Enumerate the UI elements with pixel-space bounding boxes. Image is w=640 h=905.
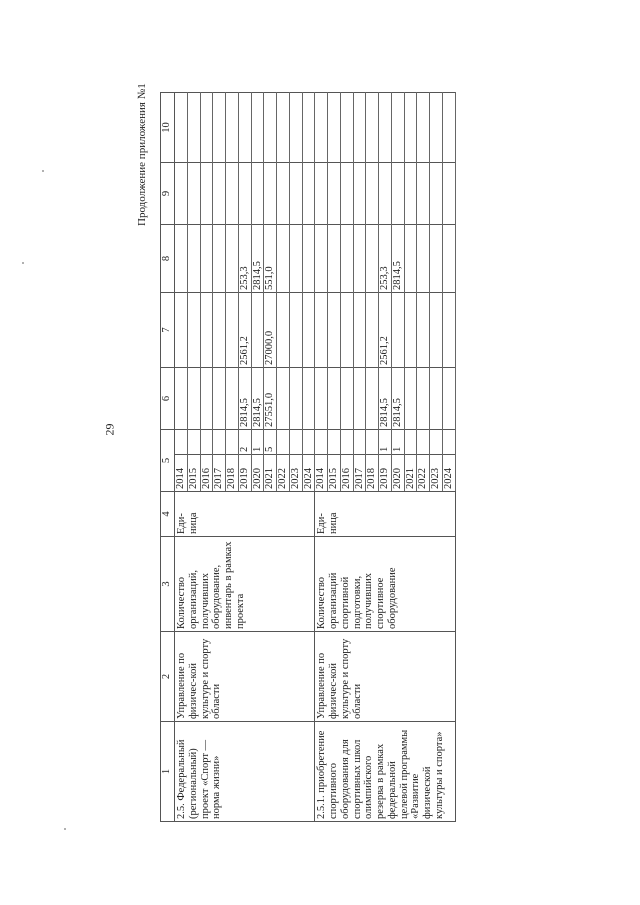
value-cell-10 — [277, 93, 290, 163]
year-cell: 2021 — [264, 455, 277, 492]
year-cell: 2016 — [200, 455, 213, 492]
header-note: Продолжение приложения №1 — [136, 83, 148, 226]
value-cell-9 — [315, 163, 328, 225]
value-cell-7 — [277, 293, 290, 368]
value-cell-7 — [226, 293, 239, 368]
value-cell-10 — [391, 93, 404, 163]
value-cell-7 — [391, 293, 404, 368]
value-cell-8 — [302, 225, 315, 293]
page-number: 29 — [102, 423, 117, 436]
value-cell-6: 27551,0 — [264, 368, 277, 430]
value-cell-8 — [417, 225, 430, 293]
year-cell: 2019 — [379, 455, 392, 492]
scan-dot — [64, 828, 66, 830]
value-cell-6 — [187, 368, 200, 430]
value-cell-10 — [379, 93, 392, 163]
value-cell-5 — [340, 430, 353, 455]
value-cell-8: 253,3 — [379, 225, 392, 293]
value-cell-10 — [213, 93, 226, 163]
value-cell-7 — [353, 293, 366, 368]
table-row — [175, 93, 188, 822]
value-cell-8 — [200, 225, 213, 293]
column-header-3: 3 — [161, 537, 175, 632]
year-cell: 2017 — [213, 455, 226, 492]
column-header-10: 10 — [161, 93, 175, 163]
value-cell-6 — [417, 368, 430, 430]
value-cell-10 — [200, 93, 213, 163]
year-cell: 2015 — [187, 455, 200, 492]
value-cell-5 — [315, 430, 328, 455]
value-cell-9 — [340, 163, 353, 225]
value-cell-5: 1 — [391, 430, 404, 455]
value-cell-7: 27000,0 — [264, 293, 277, 368]
value-cell-5 — [213, 430, 226, 455]
value-cell-6 — [289, 368, 302, 430]
year-cell: 2020 — [251, 455, 264, 492]
value-cell-6: 2814,5 — [379, 368, 392, 430]
value-cell-9 — [391, 163, 404, 225]
value-cell-5 — [417, 430, 430, 455]
value-cell-5: 5 — [264, 430, 277, 455]
value-cell-10 — [353, 93, 366, 163]
value-cell-10 — [238, 93, 251, 163]
year-cell: 2014 — [175, 455, 188, 492]
value-cell-7 — [366, 293, 379, 368]
value-cell-7 — [187, 293, 200, 368]
value-cell-6 — [302, 368, 315, 430]
value-cell-10 — [366, 93, 379, 163]
value-cell-8: 253,3 — [238, 225, 251, 293]
value-cell-10 — [289, 93, 302, 163]
column-header-5: 5 — [161, 430, 175, 492]
value-cell-9 — [417, 163, 430, 225]
value-cell-6 — [366, 368, 379, 430]
value-cell-8 — [187, 225, 200, 293]
value-cell-7 — [213, 293, 226, 368]
cell-c4: Еди-ница — [315, 492, 455, 537]
value-cell-5: 1 — [251, 430, 264, 455]
value-cell-10 — [404, 93, 417, 163]
year-cell: 2021 — [404, 455, 417, 492]
scan-dot — [42, 170, 44, 172]
value-cell-6 — [442, 368, 455, 430]
value-cell-5 — [442, 430, 455, 455]
value-cell-6 — [340, 368, 353, 430]
value-cell-7 — [417, 293, 430, 368]
value-cell-10 — [430, 93, 443, 163]
cell-c2: Управление по физичес-кой культуре и спорту области — [175, 632, 315, 722]
cell-c4: Еди-ница — [175, 492, 315, 537]
year-cell: 2014 — [315, 455, 328, 492]
value-cell-7 — [430, 293, 443, 368]
value-cell-6 — [277, 368, 290, 430]
year-cell: 2022 — [417, 455, 430, 492]
value-cell-8 — [366, 225, 379, 293]
value-cell-9 — [442, 163, 455, 225]
value-cell-6 — [404, 368, 417, 430]
cell-c3: Количество организаций спортивной подготовки, получивших спортивное оборудование — [315, 537, 455, 632]
value-cell-6: 2814,5 — [251, 368, 264, 430]
value-cell-8 — [353, 225, 366, 293]
value-cell-7 — [302, 293, 315, 368]
value-cell-8 — [175, 225, 188, 293]
value-cell-8 — [315, 225, 328, 293]
value-cell-9 — [213, 163, 226, 225]
value-cell-10 — [251, 93, 264, 163]
value-cell-9 — [226, 163, 239, 225]
year-cell: 2024 — [442, 455, 455, 492]
year-cell: 2018 — [366, 455, 379, 492]
value-cell-6: 2814,5 — [391, 368, 404, 430]
value-cell-5 — [200, 430, 213, 455]
year-cell: 2018 — [226, 455, 239, 492]
value-cell-10 — [175, 93, 188, 163]
header-row — [161, 93, 175, 822]
value-cell-9 — [238, 163, 251, 225]
value-cell-9 — [430, 163, 443, 225]
value-cell-6: 2814,5 — [238, 368, 251, 430]
value-cell-5 — [302, 430, 315, 455]
value-cell-5: 1 — [379, 430, 392, 455]
year-cell: 2023 — [289, 455, 302, 492]
value-cell-10 — [417, 93, 430, 163]
year-cell: 2024 — [302, 455, 315, 492]
value-cell-9 — [289, 163, 302, 225]
value-cell-8 — [277, 225, 290, 293]
value-cell-6 — [430, 368, 443, 430]
value-cell-5 — [277, 430, 290, 455]
cell-c2: Управление по физичес-кой культуре и спорту области — [315, 632, 455, 722]
value-cell-10 — [328, 93, 341, 163]
rotated-table-area — [160, 32, 640, 822]
value-cell-9 — [264, 163, 277, 225]
value-cell-9 — [302, 163, 315, 225]
value-cell-8 — [226, 225, 239, 293]
value-cell-10 — [264, 93, 277, 163]
column-header-2: 2 — [161, 632, 175, 722]
value-cell-7 — [175, 293, 188, 368]
year-cell: 2016 — [340, 455, 353, 492]
value-cell-10 — [442, 93, 455, 163]
column-header-1: 1 — [161, 722, 175, 822]
value-cell-7 — [328, 293, 341, 368]
value-cell-8 — [442, 225, 455, 293]
value-cell-5 — [226, 430, 239, 455]
value-cell-8 — [213, 225, 226, 293]
value-cell-9 — [328, 163, 341, 225]
value-cell-7 — [315, 293, 328, 368]
value-cell-5 — [289, 430, 302, 455]
value-cell-10 — [226, 93, 239, 163]
value-cell-10 — [302, 93, 315, 163]
value-cell-8: 2814,5 — [251, 225, 264, 293]
value-cell-10 — [340, 93, 353, 163]
value-cell-7 — [404, 293, 417, 368]
value-cell-8 — [404, 225, 417, 293]
value-cell-9 — [200, 163, 213, 225]
value-cell-8: 2814,5 — [391, 225, 404, 293]
value-cell-9 — [366, 163, 379, 225]
year-cell: 2017 — [353, 455, 366, 492]
value-cell-6 — [353, 368, 366, 430]
value-cell-9 — [187, 163, 200, 225]
year-cell: 2023 — [430, 455, 443, 492]
value-cell-5 — [175, 430, 188, 455]
value-cell-8: 551,0 — [264, 225, 277, 293]
value-cell-6 — [213, 368, 226, 430]
table-row — [315, 93, 328, 822]
value-cell-5 — [328, 430, 341, 455]
value-cell-7 — [442, 293, 455, 368]
value-cell-5 — [404, 430, 417, 455]
value-cell-6 — [200, 368, 213, 430]
year-cell: 2015 — [328, 455, 341, 492]
value-cell-8 — [328, 225, 341, 293]
value-cell-6 — [226, 368, 239, 430]
appendix-table — [160, 92, 456, 822]
value-cell-5 — [187, 430, 200, 455]
value-cell-7 — [200, 293, 213, 368]
value-cell-6 — [175, 368, 188, 430]
value-cell-7: 2561,2 — [238, 293, 251, 368]
column-header-6: 6 — [161, 368, 175, 430]
value-cell-9 — [353, 163, 366, 225]
value-cell-5 — [353, 430, 366, 455]
value-cell-9 — [277, 163, 290, 225]
cell-c1: 2.5. Федеральный (региональный) проект «Спорт — норма жизни» — [175, 722, 315, 822]
value-cell-7 — [340, 293, 353, 368]
column-header-4: 4 — [161, 492, 175, 537]
year-cell: 2022 — [277, 455, 290, 492]
value-cell-5 — [430, 430, 443, 455]
column-header-9: 9 — [161, 163, 175, 225]
value-cell-6 — [328, 368, 341, 430]
value-cell-8 — [289, 225, 302, 293]
cell-c3: Количество организаций, получивших оборудование, инвентарь в рамках проекта — [175, 537, 315, 632]
value-cell-7: 2561,2 — [379, 293, 392, 368]
value-cell-7 — [289, 293, 302, 368]
year-cell: 2019 — [238, 455, 251, 492]
value-cell-10 — [187, 93, 200, 163]
value-cell-9 — [404, 163, 417, 225]
scan-dot — [22, 262, 24, 264]
value-cell-6 — [315, 368, 328, 430]
value-cell-9 — [251, 163, 264, 225]
column-header-8: 8 — [161, 225, 175, 293]
value-cell-8 — [340, 225, 353, 293]
value-cell-10 — [315, 93, 328, 163]
value-cell-8 — [430, 225, 443, 293]
value-cell-7 — [251, 293, 264, 368]
year-cell: 2020 — [391, 455, 404, 492]
column-header-7: 7 — [161, 293, 175, 368]
cell-c1: 2.5.1. приобретение спортивного оборудования для спортивных школ олимпийского резерва в рамках федеральной целевой программы «Развитие физической культуры и спорта» — [315, 722, 455, 822]
value-cell-9 — [175, 163, 188, 225]
value-cell-9 — [379, 163, 392, 225]
value-cell-5: 2 — [238, 430, 251, 455]
value-cell-5 — [366, 430, 379, 455]
